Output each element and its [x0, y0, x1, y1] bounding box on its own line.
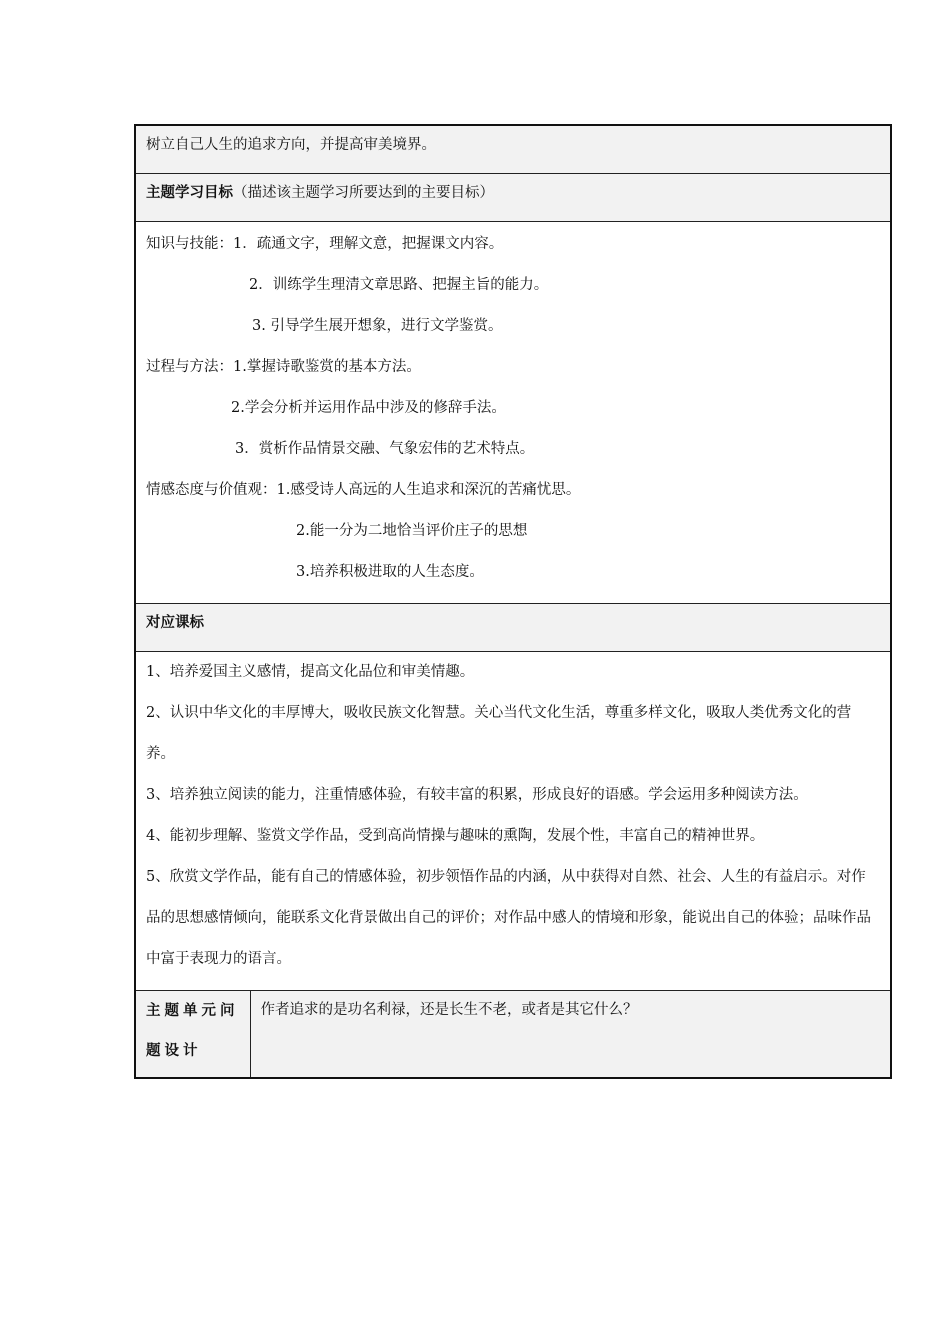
knowledge-item-2: 2．训练学生理清文章思路、把握主旨的能力。 [249, 277, 549, 293]
standard-item-3: 3、培养独立阅读的能力，注重情感体验，有较丰富的积累，形成良好的语感。学会运用多种阅读方法。 [146, 787, 808, 803]
process-item-1: 1.掌握诗歌鉴赏的基本方法。 [233, 359, 421, 375]
goals-title: 主题学习目标 [146, 185, 233, 201]
goals-body [135, 222, 891, 604]
goals-subtitle: （描述该主题学习所要达到的主要目标） [233, 185, 494, 201]
knowledge-line-1 [146, 224, 880, 265]
standards-body [135, 652, 891, 991]
standards-header-row [135, 604, 891, 652]
standard-item-2: 2、认识中华文化的丰厚博大，吸收民族文化智慧。关心当代文化生活，尊重多样文化，吸取人类优秀文化的营养。 [146, 705, 852, 762]
standard-item-1: 1、培养爱国主义感情，提高文化品位和审美情趣。 [146, 664, 475, 680]
standards-title: 对应课标 [135, 604, 891, 652]
process-item-3: 3．赏析作品情景交融、气象宏伟的艺术特点。 [235, 441, 535, 457]
process-item-2: 2.学会分析并运用作品中涉及的修辞手法。 [231, 400, 506, 416]
emotion-item-2: 2.能一分为二地恰当评价庄子的思想 [296, 523, 528, 539]
standard-item-5: 5、欣赏文学作品，能有自己的情感体验，初步领悟作品的内涵，从中获得对自然、社会、人生的有益启示。对作品的思想感情倾向，能联系文化背景做出自己的评价；对作品中感人的情境和形象，能说出自己的体验；品味作品中富于表现力的语言。 [146, 869, 871, 967]
goals-header-row [135, 174, 891, 222]
intro-text: 树立自己人生的追求方向，并提高审美境界。 [135, 125, 891, 174]
process-label: 过程与方法： [146, 359, 233, 375]
intro-row [135, 125, 891, 174]
emotion-item-1: 1.感受诗人高远的人生追求和深沉的苦痛忧思。 [276, 482, 581, 498]
question-text: 作者追求的是功名利禄，还是长生不老，或者是其它什么？ [250, 991, 891, 1079]
emotion-line-1 [146, 470, 880, 511]
process-line-1 [146, 347, 880, 388]
knowledge-label: 知识与技能： [146, 236, 233, 252]
question-label: 主题单元问题设计 [135, 991, 250, 1079]
goals-body-row [135, 222, 891, 604]
emotion-item-3: 3.培养积极进取的人生态度。 [296, 564, 484, 580]
standard-item-4: 4、能初步理解、鉴赏文学作品，受到高尚情操与趣味的熏陶，发展个性，丰富自己的精神世界。 [146, 828, 765, 844]
question-row [135, 991, 891, 1079]
standards-body-row [135, 652, 891, 991]
knowledge-item-3: 3. 引导学生展开想象，进行文学鉴赏。 [252, 318, 503, 334]
knowledge-item-1: 1．疏通文字，理解文意，把握课文内容。 [233, 236, 504, 252]
lesson-plan-table [134, 124, 892, 1079]
emotion-label: 情感态度与价值观： [146, 482, 277, 498]
goals-header [135, 174, 891, 222]
